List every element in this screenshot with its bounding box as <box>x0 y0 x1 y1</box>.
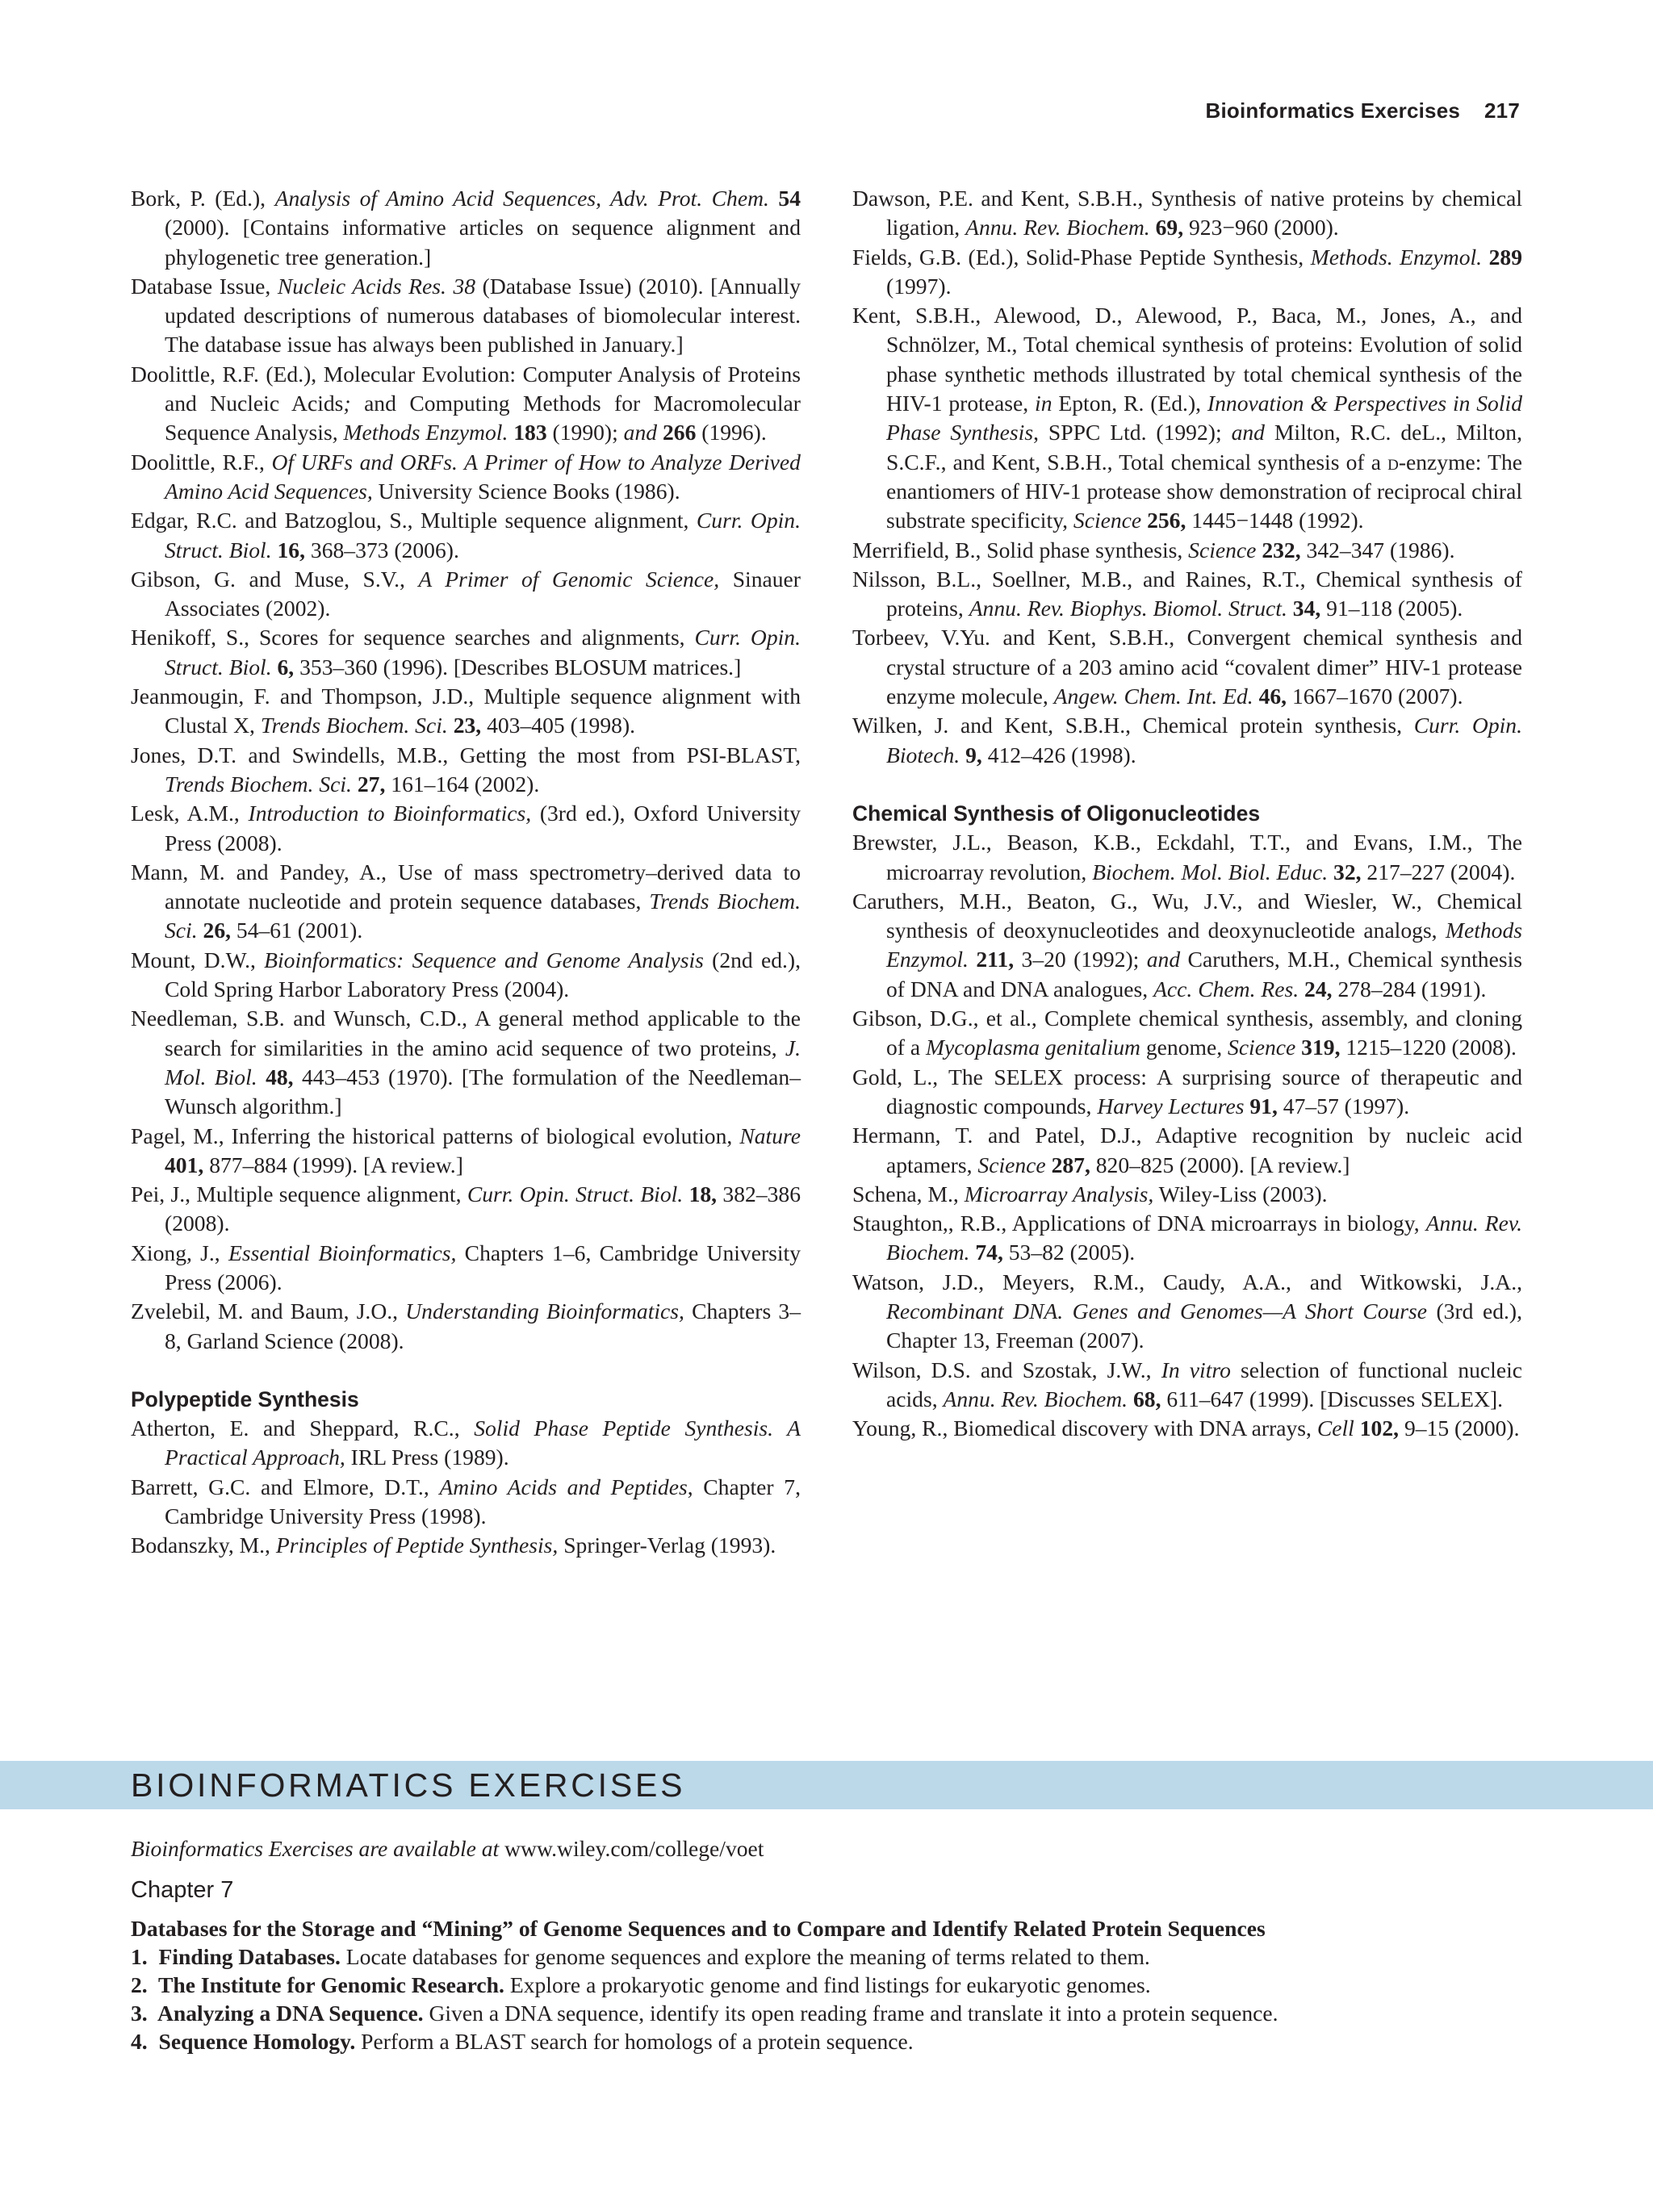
reference-entry: Gibson, D.G., et al., Complete chemical synthesis, assembly, and cloning of a Mycoplasma genitalium genome, Science 319, 1215–1220 (2008). <box>852 1006 1522 1060</box>
reference-entry: Xiong, J., Essential Bioinformatics, Chapters 1–6, Cambridge University Press (2006). <box>131 1240 801 1294</box>
reference-entry: Henikoff, S., Scores for sequence searches and alignments, Curr. Opin. Struct. Biol. 6, 353–360 (1996). [Describes BLOSUM matrices.] <box>131 625 801 679</box>
reference-list-peptide-continued <box>852 184 1522 770</box>
reference-entry: Zvelebil, M. and Baum, J.O., Understanding Bioinformatics, Chapters 3–8, Garland Science (2008). <box>131 1298 801 1353</box>
reference-entry: Lesk, A.M., Introduction to Bioinformatics, (3rd ed.), Oxford University Press (2008). <box>131 801 801 855</box>
exercise-item: 2. The Institute for Genomic Research. Explore a prokaryotic genome and find listings for eukaryotic genomes. <box>131 1972 1151 1997</box>
reference-entry: Staughton,, R.B., Applications of DNA microarrays in biology, Annu. Rev. Biochem. 74, 53–82 (2005). <box>852 1211 1523 1265</box>
section-heading-oligonucleotides: Chemical Synthesis of Oligonucleotides <box>852 801 1261 826</box>
reference-list-oligonucleotides <box>852 828 1522 1443</box>
reference-entry: Jeanmougin, F. and Thompson, J.D., Multiple sequence alignment with Clustal X, Trends Biochem. Sci. 23, 403–405 (1998). <box>131 684 801 738</box>
running-head <box>1206 98 1520 123</box>
exercise-list <box>131 1942 1551 2055</box>
reference-entry: Bork, P. (Ed.), Analysis of Amino Acid Sequences, Adv. Prot. Chem. 54 (2000). [Contains informative articles on sequence alignment and phylogenetic tree generation.] <box>131 186 801 270</box>
reference-entry: Barrett, G.C. and Elmore, D.T., Amino Acids and Peptides, Chapter 7, Cambridge University Press (1998). <box>131 1474 801 1529</box>
exercise-item: 4. Sequence Homology. Perform a BLAST search for homologs of a protein sequence. <box>131 2029 914 2054</box>
exercises-banner-title: BIOINFORMATICS EXERCISES <box>131 1767 686 1804</box>
reference-entry: Mount, D.W., Bioinformatics: Sequence and Genome Analysis (2nd ed.), Cold Spring Harbor Laboratory Press (2004). <box>131 947 801 1002</box>
reference-entry: Hermann, T. and Patel, D.J., Adaptive recognition by nucleic acid aptamers, Science 287, 820–825 (2000). [A review.] <box>852 1123 1522 1177</box>
reference-entry: Jones, D.T. and Swindells, M.B., Getting the most from PSI-BLAST, Trends Biochem. Sci. 27, 161–164 (2002). <box>131 742 801 797</box>
reference-entry: Watson, J.D., Meyers, R.M., Caudy, A.A., and Witkowski, J.A., Recombinant DNA. Genes and Genomes—A Short Course (3rd ed.), Chapter 13, Freeman (2007). <box>852 1269 1522 1353</box>
reference-entry: Nilsson, B.L., Soellner, M.B., and Raines, R.T., Chemical synthesis of proteins, Annu. Rev. Biophys. Biomol. Struct. 34, 91–118 (2005). <box>852 566 1522 621</box>
reference-entry: Doolittle, R.F., Of URFs and ORFs. A Primer of How to Analyze Derived Amino Acid Sequences, University Science Books (1986). <box>131 449 801 504</box>
reference-entry: Wilson, D.S. and Szostak, J.W., In vitro selection of functional nucleic acids, Annu. Rev. Biochem. 68, 611–647 (1999). [Discusses SELEX]. <box>852 1357 1522 1411</box>
reference-entry: Edgar, R.C. and Batzoglou, S., Multiple sequence alignment, Curr. Opin. Struct. Biol. 16, 368–373 (2006). <box>131 508 801 562</box>
reference-entry: Pagel, M., Inferring the historical patterns of biological evolution, Nature 401, 877–884 (1999). [A review.] <box>131 1123 801 1177</box>
reference-entry: Gibson, G. and Muse, S.V., A Primer of Genomic Science, Sinauer Associates (2002). <box>131 566 801 621</box>
reference-entry: Fields, G.B. (Ed.), Solid-Phase Peptide Synthesis, Methods. Enzymol. 289 (1997). <box>852 244 1522 299</box>
page-number: 217 <box>1484 98 1520 123</box>
reference-entry: Database Issue, Nucleic Acids Res. 38 (Database Issue) (2010). [Annually updated descriptions of numerous databases of biomolecular interest. The database issue has always been published in January.] <box>131 273 801 358</box>
running-title: Bioinformatics Exercises <box>1205 98 1461 123</box>
reference-entry: Dawson, P.E. and Kent, S.B.H., Synthesis of native proteins by chemical ligation, Annu. Rev. Biochem. 69, 923−960 (2000). <box>852 186 1522 240</box>
reference-entry: Atherton, E. and Sheppard, R.C., Solid Phase Peptide Synthesis. A Practical Approach, IRL Press (1989). <box>131 1415 801 1470</box>
reference-entry: Caruthers, M.H., Beaton, G., Wu, J.V., and Wiesler, W., Chemical synthesis of deoxynucleotides and deoxynucleotide analogs, Methods Enzymol. 211, 3–20 (1992); and Caruthers, M.H., Chemical synthesis of DNA and DNA analogues, Acc. Chem. Res. 24, 278–284 (1991). <box>852 888 1522 1001</box>
reference-entry: Brewster, J.L., Beason, K.B., Eckdahl, T.T., and Evans, I.M., The microarray revolution, Biochem. Mol. Biol. Educ. 32, 217–227 (2004). <box>852 830 1522 884</box>
chapter-label: Chapter 7 <box>131 1877 234 1903</box>
reference-entry: Young, R., Biomedical discovery with DNA arrays, Cell 102, 9–15 (2000). <box>852 1415 1520 1441</box>
exercise-heading: Databases for the Storage and “Mining” of Genome Sequences and to Compare and Identify Related Protein Sequences <box>131 1916 1266 1941</box>
right-column <box>852 184 1522 1443</box>
reference-entry: Needleman, S.B. and Wunsch, C.D., A general method applicable to the search for similarities in the amino acid sequence of two proteins, J. Mol. Biol. 48, 443–453 (1970). [The formulation of the Needleman–Wunsch algorithm.] <box>131 1006 801 1119</box>
reference-entry: Torbeev, V.Yu. and Kent, S.B.H., Convergent chemical synthesis and crystal structure of a 203 amino acid “covalent dimer” HIV-1 protease enzyme molecule, Angew. Chem. Int. Ed. 46, 1667–1670 (2007). <box>852 625 1522 709</box>
reference-entry: Pei, J., Multiple sequence alignment, Curr. Opin. Struct. Biol. 18, 382–386 (2008). <box>131 1181 801 1236</box>
reference-entry: Mann, M. and Pandey, A., Use of mass spectrometry–derived data to annotate nucleotide and protein sequence databases, Trends Biochem. Sci. 26, 54–61 (2001). <box>131 859 801 943</box>
exercise-item: 1. Finding Databases. Locate databases for genome sequences and explore the meaning of terms related to them. <box>131 1944 1150 1969</box>
reference-entry: Schena, M., Microarray Analysis, Wiley-Liss (2003). <box>852 1181 1328 1206</box>
reference-entry: Bodanszky, M., Principles of Peptide Synthesis, Springer-Verlag (1993). <box>131 1533 776 1558</box>
reference-entry: Merrifield, B., Solid phase synthesis, Science 232, 342–347 (1986). <box>852 537 1455 562</box>
reference-entry: Gold, L., The SELEX process: A surprising source of therapeutic and diagnostic compounds, Harvey Lectures 91, 47–57 (1997). <box>852 1064 1522 1119</box>
reference-list-polypeptide <box>131 1414 801 1560</box>
section-heading-polypeptide-synthesis: Polypeptide Synthesis <box>131 1386 359 1411</box>
reference-list-general <box>131 184 801 1356</box>
left-column <box>131 184 801 1561</box>
availability-note: Bioinformatics Exercises are available at www.wiley.com/college/voet <box>131 1836 764 1861</box>
reference-entry: Doolittle, R.F. (Ed.), Molecular Evolution: Computer Analysis of Proteins and Nucleic Acids; and Computing Methods for Macromolecular Sequence Analysis, Methods Enzymol. 183 (1990); and 266 (1996). <box>131 361 801 445</box>
reference-entry: Wilken, J. and Kent, S.B.H., Chemical protein synthesis, Curr. Opin. Biotech. 9, 412–426 (1998). <box>852 713 1522 767</box>
reference-entry: Kent, S.B.H., Alewood, D., Alewood, P., Baca, M., Jones, A., and Schnölzer, M., Total chemical synthesis of proteins: Evolution of solid phase synthetic methods illustrated by total chemical synthesis of the HIV-1 protease, in Epton, R. (Ed.), Innovation & Perspectives in Solid Phase Synthesis, SPPC Ltd. (1992); and Milton, R.C. deL., Milton, S.C.F., and Kent, S.B.H., Total chemical synthesis of a d-enzyme: The enantiomers of HIV-1 protease show demonstration of reciprocal chiral substrate specificity, Science 256, 1445−1448 (1992). <box>852 303 1523 533</box>
exercise-item: 3. Analyzing a DNA Sequence. Given a DNA sequence, identify its open reading frame and translate it into a protein sequence. <box>131 2001 1278 2026</box>
exercise-block <box>131 1914 1551 2055</box>
